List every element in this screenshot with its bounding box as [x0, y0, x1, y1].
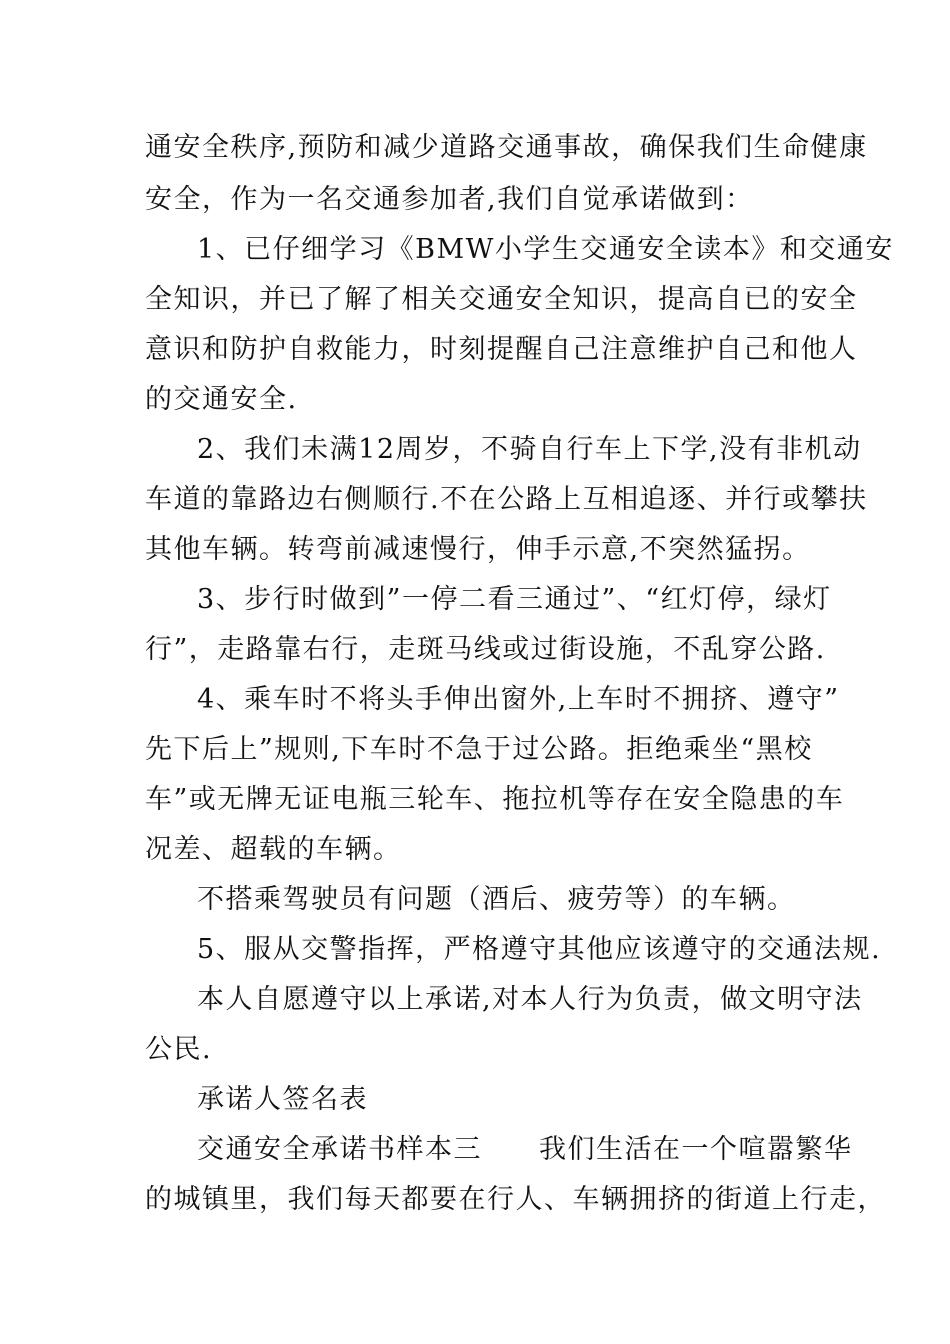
text-line: 车道的靠路边右侧顺行.不在公路上互相追逐、并行或攀扶: [145, 484, 868, 515]
text-line: 行”，走路靠右行，走斑马线或过街设施，不乱穿公路.: [145, 634, 826, 665]
text-line: 况差、超载的车辆。: [145, 834, 402, 865]
text-line: 本人自愿遵守以上承诺,对本人行为负责，做文明守法: [197, 984, 863, 1015]
text-line: 的城镇里，我们每天都要在行人、车辆拥挤的街道上行走，: [145, 1184, 886, 1215]
text-line: 4、乘车时不将头手伸出窗外,上车时不拥挤、遵守”: [197, 684, 840, 715]
text-line: 不搭乘驾驶员有问题（酒后、疲劳等）的车辆。: [197, 884, 796, 915]
text-line: 公民.: [145, 1034, 213, 1065]
text-line: 2、我们未满12周岁，不骑自行车上下学,没有非机动: [197, 434, 862, 465]
text-line: 其他车辆。转弯前减速慢行，伸手示意,不突然猛拐。: [145, 534, 811, 565]
text-line: 意识和防护自救能力，时刻提醒自己注意维护自己和他人: [145, 334, 858, 365]
text-line: 承诺人签名表: [197, 1084, 368, 1115]
text-line: 交通安全承诺书样本三 我们生活在一个喧嚣繁华: [197, 1134, 853, 1165]
text-line: 车”或无牌无证电瓶三轮车、拖拉机等存在安全隐患的车: [145, 784, 845, 815]
text-line: 安全，作为一名交通参加者,我们自觉承诺做到：: [145, 184, 754, 215]
text-line: 先下后上”规则,下车时不急于过公路。拒绝乘坐“黑校: [145, 734, 813, 765]
text-line: 5、服从交警指挥，严格遵守其他应该遵守的交通法规.: [197, 934, 882, 965]
text-line: 全知识，并已了解了相关交通安全知识，提高自已的安全: [145, 284, 858, 315]
text-line: 的交通安全.: [145, 384, 298, 415]
text-line: 1、已仔细学习《BMW小学生交通安全读本》和交通安: [197, 234, 894, 265]
text-line: 3、步行时做到”一停二看三通过”、“红灯停，绿灯: [197, 584, 832, 615]
text-line: 通安全秩序,预防和减少道路交通事故，确保我们生命健康: [145, 132, 868, 163]
